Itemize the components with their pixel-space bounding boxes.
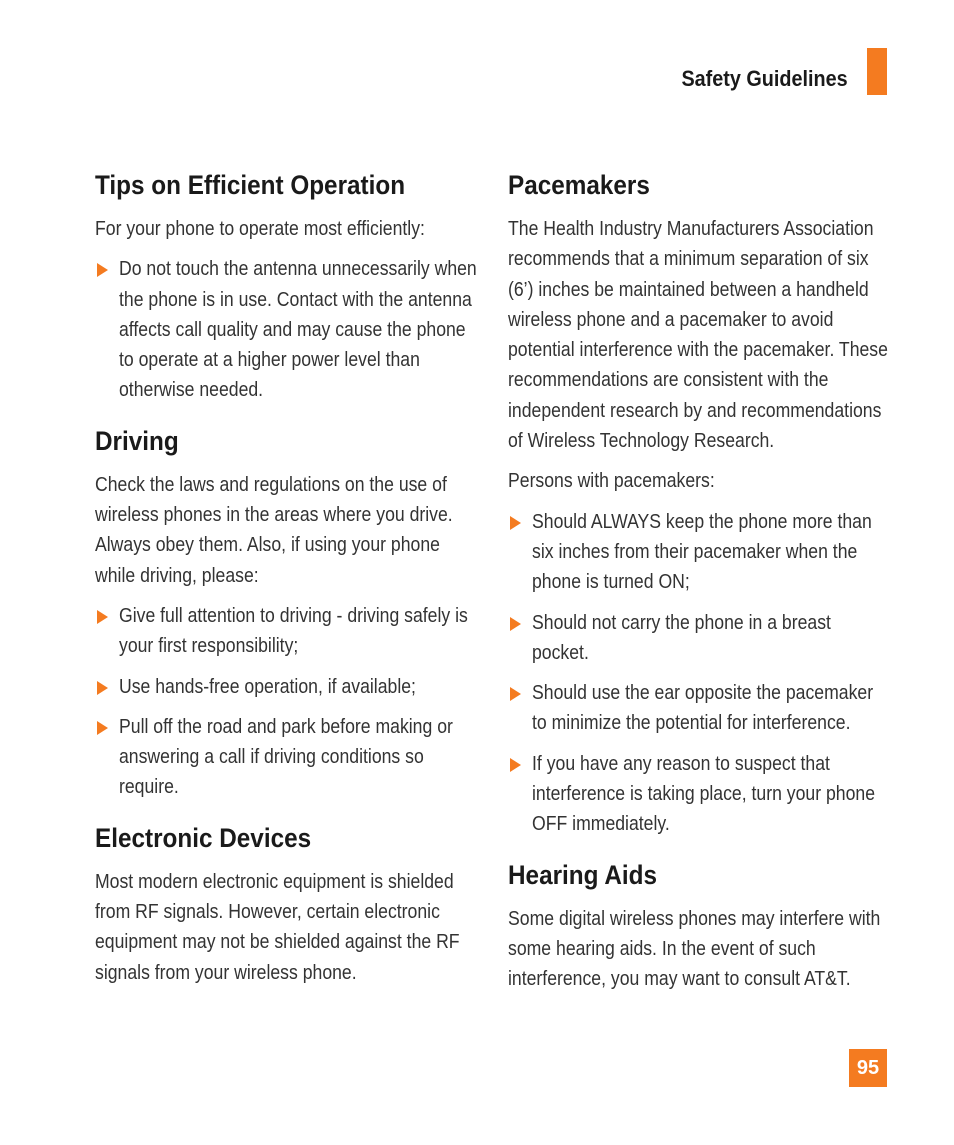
list-item: Use hands-free operation, if available; (95, 672, 480, 702)
bullet-arrow-icon (510, 758, 521, 772)
bullet-arrow-icon (97, 263, 108, 277)
heading-driving: Driving (95, 425, 179, 456)
list-item: If you have any reason to suspect that interference is taking place, turn your phone OFF immediately. (508, 749, 893, 840)
heading-electronic: Electronic Devices (95, 822, 312, 853)
driving-bullets (95, 601, 480, 803)
list-item: Should not carry the phone in a breast pocket. (508, 608, 893, 669)
pacemakers-intro: Persons with pacemakers: (508, 469, 715, 493)
list-item: Should use the ear opposite the pacemaker to minimize the potential for interference. (508, 678, 893, 739)
left-column (95, 168, 480, 1006)
section-electronic (95, 821, 480, 988)
electronic-body: Most modern electronic equipment is shielded from RF signals. However, certain electronic equipment may not be shielded against the RF signals from your wireless phone. (95, 869, 460, 984)
section-driving (95, 424, 480, 803)
list-item: Pull off the road and park before making or answering a call if driving conditions so require. (95, 712, 480, 803)
bullet-arrow-icon (97, 721, 108, 735)
bullet-arrow-icon (97, 681, 108, 695)
pacemakers-bullets (508, 507, 893, 840)
header-tab (867, 48, 887, 95)
bullet-arrow-icon (510, 516, 521, 530)
bullet-arrow-icon (510, 617, 521, 631)
header-title: Safety Guidelines (681, 66, 848, 91)
pacemakers-body: The Health Industry Manufacturers Association recommends that a minimum separation of six (6’) inches be maintained between a handheld wireless phone and a pacemaker to avoid potential interference with the pacemaker. These recommendations are consistent with the independent research by and recommendations of Wireless Technology Research. (508, 217, 888, 453)
right-column (508, 168, 893, 1013)
driving-intro: Check the laws and regulations on the use of wireless phones in the areas where you drive. Always obey them. Also, if using your phone while driving, please: (95, 472, 453, 587)
list-item: Do not touch the antenna unnecessarily when the phone is in use. Contact with the antenna affects call quality and may cause the phone to operate at a higher power level than otherwise needed. (95, 254, 480, 405)
section-pacemakers (508, 168, 893, 840)
list-item: Give full attention to driving - driving safely is your first responsibility; (95, 601, 480, 662)
list-item: Should ALWAYS keep the phone more than six inches from their pacemaker when the phone is turned ON; (508, 507, 893, 598)
section-tips (95, 168, 480, 406)
heading-tips: Tips on Efficient Operation (95, 170, 406, 200)
hearing-body: Some digital wireless phones may interfere with some hearing aids. In the event of such interference, you may want to consult AT&T. (508, 906, 881, 991)
heading-pacemakers: Pacemakers (508, 170, 650, 200)
page-number: 95 (849, 1049, 887, 1087)
heading-hearing: Hearing Aids (508, 859, 657, 890)
tips-bullets (95, 254, 480, 405)
tips-intro: For your phone to operate most efficiently: (95, 217, 425, 240)
bullet-arrow-icon (510, 687, 521, 701)
bullet-arrow-icon (97, 610, 108, 624)
section-hearing (508, 858, 893, 995)
